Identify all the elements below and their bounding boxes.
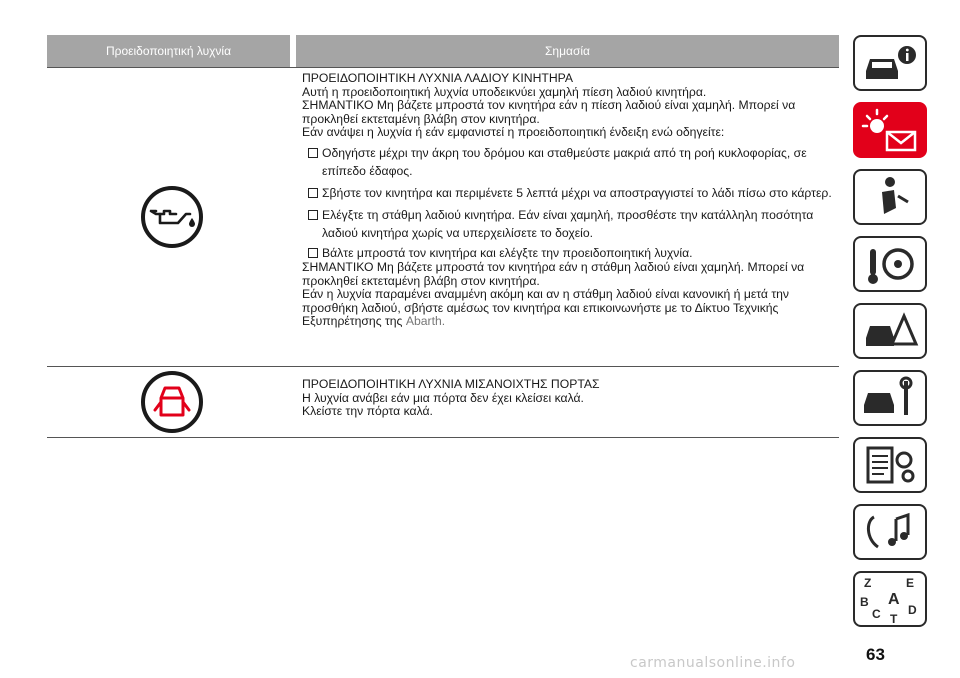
header-meaning: Σημασία <box>545 44 590 58</box>
tab-warning-lights[interactable] <box>853 102 927 158</box>
oil-step-4: Βάλτε μπροστά τον κινητήρα και ελέγξτε την προειδοποιητική λυχνία. <box>302 245 839 261</box>
svg-text:T: T <box>890 612 898 624</box>
oil-line-2: ΣΗΜΑΝΤΙΚΟ Μη βάζετε μπροστά τον κινητήρα εάν η πίεση λαδιού είναι χαμηλή. Μπορεί να προκληθεί εκτεταμένη βλάβη στον κινητήρα. <box>302 98 796 126</box>
oil-line-3: Εάν ανάψει η λυχνία ή εάν εμφανιστεί η προειδοποιητική ένδειξη ενώ οδηγείτε: <box>302 125 725 140</box>
specifications-icon <box>860 442 920 488</box>
oil-line-1: Αυτή η προειδοποιητική λυχνία υποδεικνύει χαμηλή πίεση λαδιού κινητήρα. <box>302 84 707 99</box>
car-info-icon <box>860 41 920 85</box>
watermark: carmanualsonline.info <box>630 655 796 671</box>
signal-table <box>47 35 839 438</box>
oil-title: ΠΡΟΕΙΔΟΠΟΙΗΤΙΚΗ ΛΥΧΝΙΑ ΛΑΔΙΟΥ ΚΙΝΗΤΗΡΑ <box>302 71 573 85</box>
tab-index[interactable] <box>853 571 927 627</box>
airbag-seat-icon <box>860 174 920 220</box>
brand-name: Abarth. <box>405 314 446 329</box>
tab-safety[interactable] <box>853 169 927 225</box>
svg-text:A: A <box>888 591 900 608</box>
breakdown-icon <box>860 308 920 354</box>
tab-emergency[interactable] <box>853 303 927 359</box>
multimedia-icon <box>860 509 920 555</box>
table-header <box>47 35 839 67</box>
checkbox-bullet-icon <box>308 148 318 158</box>
steering-wheel-key-icon <box>860 241 920 287</box>
svg-text:Z: Z <box>864 576 872 590</box>
svg-text:D: D <box>908 603 917 617</box>
svg-text:E: E <box>906 576 915 590</box>
table-row-oil <box>47 67 839 367</box>
oil-can-icon <box>141 186 203 248</box>
tab-technical-data[interactable] <box>853 437 927 493</box>
maintenance-icon <box>860 375 920 421</box>
oil-line-5: Εάν η λυχνία παραμένει αναμμένη ακόμη και αν η στάθμη λαδιού είναι κανονική ή μετά την προσθήκη λαδιού, σβήστε αμέσως τον κινητήρα και επικοινωνήστε με το Δίκτυο Τεχνικής Εξυπηρέτησης της Abarth. <box>302 287 790 329</box>
door-line-2: Κλείστε την πόρτα καλά. <box>302 404 433 419</box>
tab-starting-driving[interactable] <box>853 236 927 292</box>
tab-maintenance[interactable] <box>853 370 927 426</box>
oil-step-2: Σβήστε τον κινητήρα και περιμένετε 5 λεπτά μέχρι να αποστραγγιστεί το λάδι πίσω στο κάρτερ. <box>302 184 839 202</box>
svg-text:B: B <box>860 595 869 609</box>
oil-description <box>296 68 839 366</box>
oil-line-4: ΣΗΜΑΝΤΙΚΟ Μη βάζετε μπροστά τον κινητήρα εάν η στάθμη λαδιού είναι χαμηλή. Μπορεί να προκληθεί εκτεταμένη βλάβη στον κινητήρα. <box>302 259 805 288</box>
checkbox-bullet-icon <box>308 188 318 198</box>
svg-text:C: C <box>872 607 881 621</box>
warning-light-message-icon <box>859 106 921 154</box>
header-warning-light: Προειδοποιητική λυχνία <box>105 44 232 58</box>
oil-step-3: Ελέγξτε τη στάθμη λαδιού κινητήρα. Εάν είναι χαμηλή, προσθέστε την κατάλληλη ποσότητα λαδιού κινητήρα χωρίς να υπερχειλίσετε το δοχείο. <box>302 206 839 242</box>
oil-step-1: Οδηγήστε μέχρι την άκρη του δρόμου και σταθμεύστε μακριά από τη ροή κυκλοφορίας, σε επίπεδο έδαφος. <box>302 144 839 180</box>
door-description <box>296 367 839 437</box>
page-number: 63 <box>866 645 885 664</box>
door-line-1: Η λυχνία ανάβει εάν μια πόρτα δεν έχει κλείσει καλά. <box>302 390 584 405</box>
tab-vehicle-info[interactable] <box>853 35 927 91</box>
checkbox-bullet-icon <box>308 210 318 220</box>
door-open-icon <box>141 371 203 433</box>
door-title: ΠΡΟΕΙΔΟΠΟΙΗΤΙΚΗ ΛΥΧΝΙΑ ΜΙΣΑΝΟΙΧΤΗΣ ΠΟΡΤΑΣ <box>302 377 600 391</box>
index-icon <box>858 574 922 624</box>
checkbox-bullet-icon <box>308 248 318 258</box>
table-row-door <box>47 367 839 438</box>
tab-multimedia[interactable] <box>853 504 927 560</box>
